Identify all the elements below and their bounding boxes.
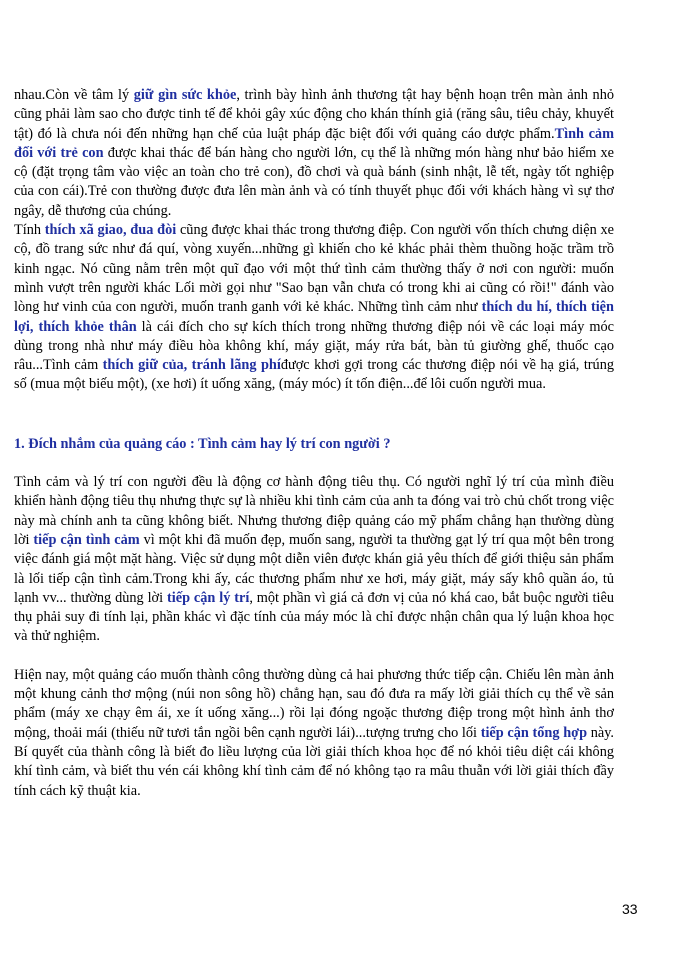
text: , một phần vì giá cả đơn vị của nó khá cao, bắt buộc người tiêu thụ phải suy đi tính lại, phần khác vì đặc tính của máy móc là chỉ được nhận chân qua lý luận khoa học và thử nghiệm. — [14, 589, 614, 645]
paragraph-mental-health — [14, 86, 614, 221]
text: này. Bí quyết của thành công là biết đo liều lượng của lời giải thích khoa học để nó khỏi tiêu diệt cái không khí tình cảm, và biết thu vén cái không khí tình cảm để nó không tạo ra mâu thuẫn với lời giải thích đầy tính cách kỹ thuật kia. — [14, 724, 614, 799]
document-body — [14, 86, 614, 801]
highlight-text: tiếp cận tổng hợp — [480, 724, 588, 741]
highlight-text: tiếp cận tình cảm — [33, 531, 140, 548]
text: nhau.Còn về tâm lý — [14, 87, 134, 103]
highlight-text: Tình cảm đối với trẻ con — [14, 125, 614, 161]
page-number: 33 — [622, 901, 638, 917]
section-heading: 1. Đích nhắm của quảng cáo : Tình cảm hay lý trí con người ? — [14, 435, 391, 452]
paragraph-emotion-vs-reason — [14, 473, 614, 647]
paragraph-combined-approach — [14, 666, 614, 801]
spacer — [14, 454, 614, 473]
text: được khơi gợi trong các thương điệp nói về hạ giá, trúng số (mua một biếu một), (xe hơi) ít uống xăng, (máy móc) ít tốn điện...để lôi cuốn người mua. — [14, 357, 614, 393]
text: là cái đích cho sự kích thích trong những thương điệp nói về các loại máy móc dùng trong nhà như máy điều hòa không khí, máy giặt, máy rửa bát, bàn tủ giường ghế, thuốc cạo râu...Tình cảm — [14, 318, 614, 374]
highlight-text: thích du hí, thích tiện lợi, thích khỏe thân — [14, 299, 614, 335]
text: , trình bày hình ảnh thương tật hay bệnh hoạn trên màn ảnh nhỏ cũng phải làm sao cho được tinh tế để khỏi gây xúc động cho khán thính giả (răng sâu, tiêu chảy, khuyết tật) đó là chưa nói đến những hạn chế của luật pháp đặc biệt đối với quảng cáo dược phẩm. — [14, 87, 614, 142]
highlight-text: thích xã giao, đua đòi — [44, 222, 177, 239]
text: vì một khi đã muốn đẹp, muốn sang, người ta thường gạt lý trí qua một bên trong việc đánh giá một mặt hàng. Việc sử dụng một diễn viên được khán giả yêu thích để giới thiệu sản phẩm là lối tiếp cận tình cảm.Trong khi ấy, các thương phẩm như xe hơi, máy giặt, máy sấy khô quần áo, tủ lạnh vv... thường dùng lời — [14, 531, 614, 606]
text: Hiện nay, một quảng cáo muốn thành công thường dùng cả hai phương thức tiếp cận. Chiếu lên màn ảnh một khung cảnh thơ mộng (núi non sông hồ) chẳng hạn, sau đó đưa ra mấy lời giải thích cụ thể về sản phẩm (máy xe chạy êm ái, xe ít uống xăng...) rồi lại đóng ngoặc thương điệp trong một hình ảnh thơ mộng, thoải mái (thiếu nữ tươi tắn ngồi bên cạnh người lái)...tượng trưng cho lối — [14, 666, 614, 741]
paragraph-social-vanity — [14, 221, 614, 395]
highlight-text: tiếp cận lý trí — [166, 589, 250, 606]
text: được khai thác để bán hàng cho người lớn, cụ thể là những món hàng như bảo hiểm xe cộ (đặt trọng tâm vào việc an toàn cho trẻ con), đồ chơi và quà bánh (sinh nhật, lễ tết, ngày tốt nghiệp của con cái).Trẻ con thường được đưa lên màn ảnh và có tính thuyết phục đối với khách hàng vì sự thơ ngây, dễ thương của chúng. — [14, 144, 614, 219]
spacer — [14, 395, 614, 435]
spacer — [14, 647, 614, 666]
text: Tình cảm và lý trí con người đều là động cơ hành động tiêu thụ. Có người nghĩ lý trí của mình điều khiển hành động tiêu thụ nhưng thực sự là nhiều khi tình cảm của anh ta đóng vai trò chủ chốt trong việc này mà chính anh ta cũng không biết. Nhưng thương điệp quảng cáo mỹ phẩm chẳng hạn thường dùng lời — [14, 474, 614, 548]
highlight-text: giữ gìn sức khỏe — [133, 87, 237, 103]
highlight-text: thích giữ của, tránh lãng phí — [102, 357, 281, 374]
text: cũng được khai thác trong thương điệp. Con người vốn thích chưng diện xe cộ, đồ trang sức như đá quí, vòng xuyến...những gì khiến cho kẻ khác phải thèm thuồng hoặc trầm trồ kinh ngạc. Nó cũng nằm trên một quĩ đạo với một thứ tình cảm thường thấy ở nơi con người: muốn mình vượt trên người khác Lối mời gọi như "Sao bạn vẫn chưa có trong khi ai cũng có rồi!" đánh vào lòng hư vinh của con người, muốn tranh ganh với kẻ khác. Những tình cảm như — [14, 222, 614, 316]
text: Tính — [14, 222, 45, 239]
